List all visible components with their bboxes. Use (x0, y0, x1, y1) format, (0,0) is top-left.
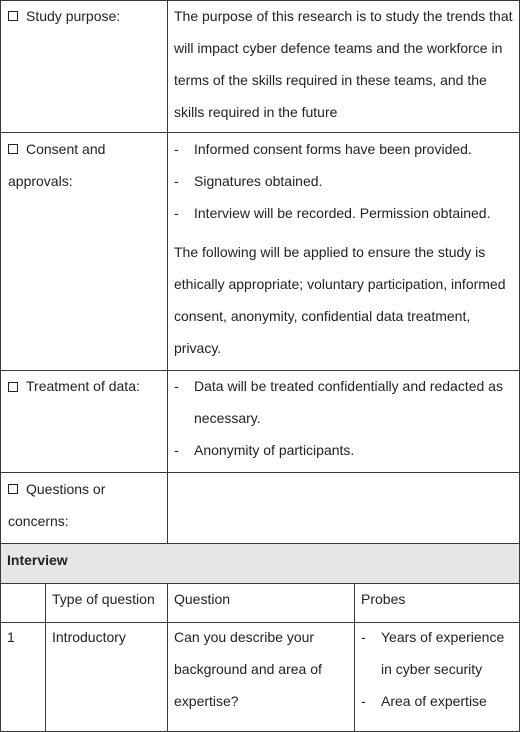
bullet-dash: - (174, 173, 179, 189)
checkbox-icon[interactable] (8, 144, 18, 154)
column-header-question: Question (174, 591, 231, 607)
interview-heading-cell (0, 543, 520, 584)
consent-bullet-2: Signatures obtained. (194, 173, 323, 189)
questions-label-line-2: concerns: (8, 513, 69, 529)
question-type: Introductory (52, 629, 126, 645)
consent-label-line-2: approvals: (8, 173, 73, 189)
probe-2: Area of expertise (381, 693, 487, 709)
checkbox-icon[interactable] (8, 484, 18, 494)
bullet-dash: - (174, 141, 179, 157)
column-header-probes: Probes (361, 591, 406, 607)
treatment-bullet-1: Data will be treated confidentially and redacted as necessary. (194, 378, 503, 426)
study-purpose-label: Study purpose: (26, 8, 121, 24)
consent-label-line-1: Consent and (26, 141, 106, 157)
bullet-dash: - (361, 629, 366, 645)
study-purpose-text: The purpose of this research is to study the trends that will impact cyber defence teams and the workforce in terms of the skills required in these teams, and the skills required in the future (174, 8, 513, 120)
checkbox-icon[interactable] (8, 382, 18, 392)
consent-bullet-3: Interview will be recorded. Permission obtained. (194, 205, 491, 221)
column-header-number (0, 583, 46, 623)
checkbox-icon[interactable] (8, 11, 18, 21)
bullet-dash: - (174, 442, 179, 458)
column-header-type: Type of question (52, 591, 155, 607)
questions-label-line-1: Questions or (26, 481, 106, 497)
bullet-dash: - (174, 378, 179, 394)
interview-heading: Interview (7, 552, 68, 568)
consent-label-cell (0, 132, 168, 371)
bullet-dash: - (174, 205, 179, 221)
consent-paragraph: The following will be applied to ensure the study is ethically appropriate; voluntary participation, informed consent, anonymity, confidential data treatment, privacy. (174, 244, 506, 356)
bullet-dash: - (361, 693, 366, 709)
probe-1: Years of experience in cyber security (381, 629, 505, 677)
question-text: Can you describe your background and area of expertise? (174, 629, 322, 709)
treatment-bullet-2: Anonymity of participants. (194, 442, 355, 458)
treatment-label: Treatment of data: (26, 378, 140, 394)
question-number: 1 (7, 629, 15, 645)
questions-content-cell (167, 472, 520, 544)
consent-bullet-1: Informed consent forms have been provided. (194, 141, 472, 157)
